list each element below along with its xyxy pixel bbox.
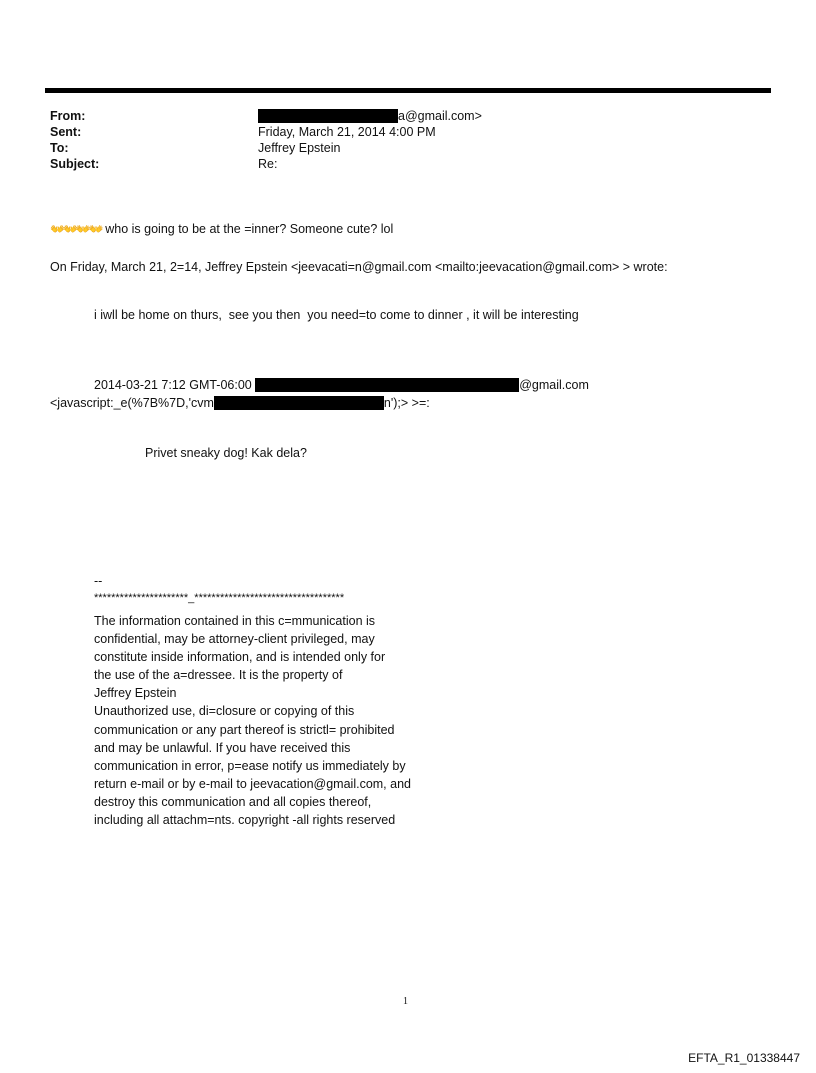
open-hands-emoji-icon: 👐👐👐👐 bbox=[50, 222, 102, 236]
page-number: 1 bbox=[403, 996, 408, 1007]
bates-number: EFTA_R1_01338447 bbox=[688, 1051, 800, 1065]
nested-js-link bbox=[50, 396, 430, 410]
disclaimer bbox=[94, 612, 411, 829]
sent-value: Friday, March 21, 2014 4:00 PM bbox=[258, 125, 436, 139]
disclaimer-line: Jeffrey Epstein bbox=[94, 686, 177, 701]
disclaimer-line: confidential, may be attorney-client privileged, may bbox=[94, 632, 375, 647]
disclaimer-line: communication or any part thereof is strictl= prohibited bbox=[94, 722, 395, 737]
nested-timestamp: 2014-03-21 7:12 GMT-06:00 bbox=[94, 378, 256, 392]
from-email-suffix: a@gmail.com> bbox=[398, 109, 482, 123]
redaction-box bbox=[255, 378, 519, 392]
quoted-message: i iwll be home on thurs, see you then you need=to come to dinner , it will be interesting bbox=[94, 308, 579, 322]
js-suffix: n');> >=: bbox=[383, 396, 430, 410]
reply-line bbox=[50, 222, 393, 236]
disclaimer-line: return e-mail or by e-mail to jeevacation@gmail.com, and bbox=[94, 776, 411, 791]
to-label: To: bbox=[50, 141, 69, 155]
star-separator: **********************_*********************************** bbox=[94, 592, 345, 604]
redaction-box bbox=[258, 109, 398, 123]
subject-value: Re: bbox=[258, 157, 278, 171]
nested-message: Privet sneaky dog! Kak dela? bbox=[145, 446, 307, 460]
signature-dash: -- bbox=[94, 574, 103, 588]
js-prefix: <javascript:_e(%7B%7D,'cvm bbox=[50, 396, 214, 410]
disclaimer-line: the use of the a=dressee. It is the property of bbox=[94, 668, 343, 683]
from-label: From: bbox=[50, 109, 86, 123]
disclaimer-line: and may be unlawful. If you have received this bbox=[94, 740, 351, 755]
from-value bbox=[258, 109, 482, 123]
nested-email-suffix: @gmail.com bbox=[519, 378, 589, 392]
disclaimer-line: Unauthorized use, di=closure or copying of this bbox=[94, 704, 355, 719]
redaction-box bbox=[214, 396, 384, 410]
nested-quote-header bbox=[94, 378, 589, 392]
quote-header: On Friday, March 21, 2=14, Jeffrey Epstein <jeevacati=n@gmail.com <mailto:jeevacation@gmail.com> > wrote: bbox=[50, 260, 668, 274]
subject-label: Subject: bbox=[50, 157, 100, 171]
sent-label: Sent: bbox=[50, 125, 82, 139]
header-rule bbox=[45, 88, 771, 93]
disclaimer-line: The information contained in this c=mmunication is bbox=[94, 614, 376, 628]
disclaimer-line: destroy this communication and all copies thereof, bbox=[94, 794, 372, 809]
disclaimer-line: communication in error, p=ease notify us immediately by bbox=[94, 758, 406, 773]
disclaimer-line: including all attachm=nts. copyright -all rights reserved bbox=[94, 813, 396, 828]
disclaimer-line: constitute inside information, and is intended only for bbox=[94, 650, 386, 665]
to-value: Jeffrey Epstein bbox=[258, 141, 341, 155]
reply-text: who is going to be at the =inner? Someone cute? lol bbox=[101, 222, 394, 236]
